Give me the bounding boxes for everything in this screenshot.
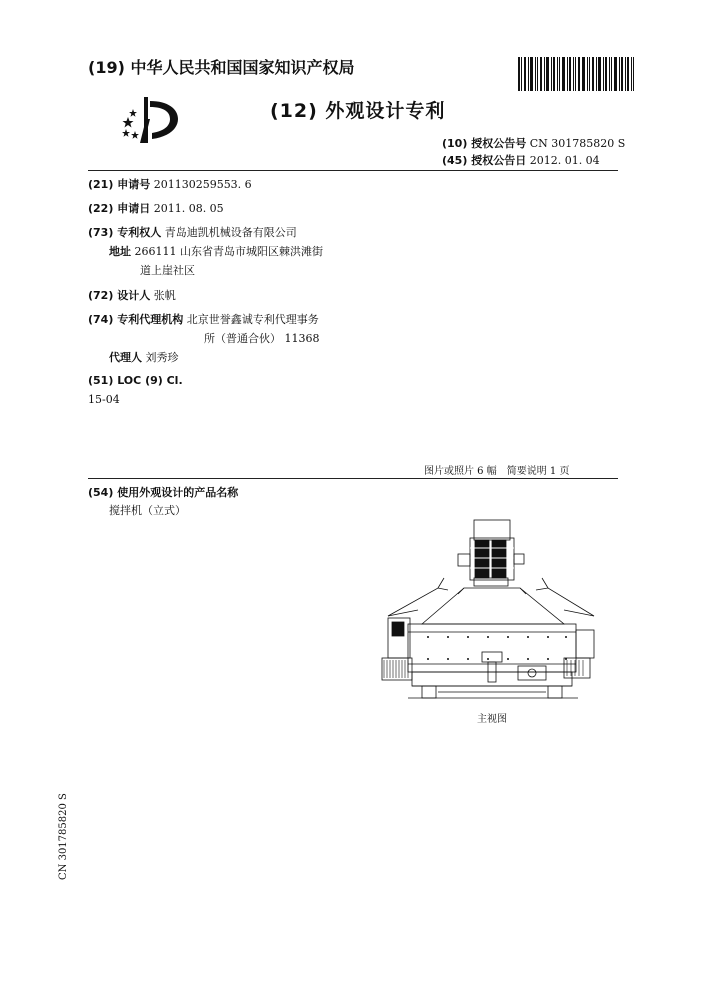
publication-date-label: (45) 授权公告日 (442, 154, 527, 167)
product-name-label (88, 484, 238, 500)
application-number: 201130259553. 6 (153, 178, 252, 191)
publication-number-label: (10) 授权公告号 (442, 137, 527, 150)
patentee: 青岛迪凯机械设备有限公司 (164, 226, 297, 239)
publication-date-row (442, 152, 600, 168)
summary-divider (88, 478, 618, 479)
address-line-1: 266111 山东省青岛市城阳区棘洪滩街 (134, 245, 323, 258)
filing-date-label: (22) 申请日 (88, 202, 151, 215)
loc-classification-label (88, 374, 183, 387)
agency-line-1: 北京世誉鑫诚专利代理事务 (186, 313, 319, 326)
product-label-text: (54) 使用外观设计的产品名称 (88, 486, 239, 499)
agent: 刘秀珍 (145, 351, 179, 364)
application-number-label: (21) 申请号 (88, 178, 151, 191)
patentee-label: (73) 专利权人 (88, 226, 162, 239)
document-type-title: (12) 外观设计专利 (270, 100, 446, 122)
publication-number: CN 301785820 S (529, 137, 626, 150)
loc-classification-value: 15-04 (88, 393, 120, 406)
publication-number-row (442, 135, 625, 151)
mixer-front-view-drawing (378, 518, 600, 708)
filing-date-row (88, 200, 224, 216)
address-row (109, 243, 323, 259)
designer: 张帆 (153, 289, 176, 302)
filing-date: 2011. 08. 05 (153, 202, 224, 215)
designer-row (88, 287, 176, 303)
agent-row (109, 349, 179, 365)
designer-label: (72) 设计人 (88, 289, 151, 302)
agent-label: 代理人 (109, 351, 142, 364)
page-summary: 图片或照片 6 幅 简要说明 1 页 (424, 466, 570, 477)
side-document-number: CN 301785820 S (58, 793, 69, 880)
agency-row (88, 311, 319, 327)
header-divider (88, 170, 618, 171)
product-name: 搅拌机（立式） (109, 504, 186, 517)
patentee-row (88, 224, 297, 240)
sipo-emblem-icon (120, 95, 182, 145)
address-line-2: 道上崖社区 (140, 264, 195, 277)
loc-label-text: (51) LOC (9) Cl. (88, 374, 183, 387)
barcode (518, 57, 634, 91)
agency-line-2: 所（普通合伙） 11368 (204, 332, 320, 345)
publication-date: 2012. 01. 04 (529, 154, 600, 167)
figure-caption: 主视图 (477, 714, 507, 725)
office-name: (19) 中华人民共和国国家知识产权局 (88, 58, 355, 77)
application-number-row (88, 176, 252, 192)
address-label: 地址 (109, 245, 131, 258)
agency-label: (74) 专利代理机构 (88, 313, 184, 326)
